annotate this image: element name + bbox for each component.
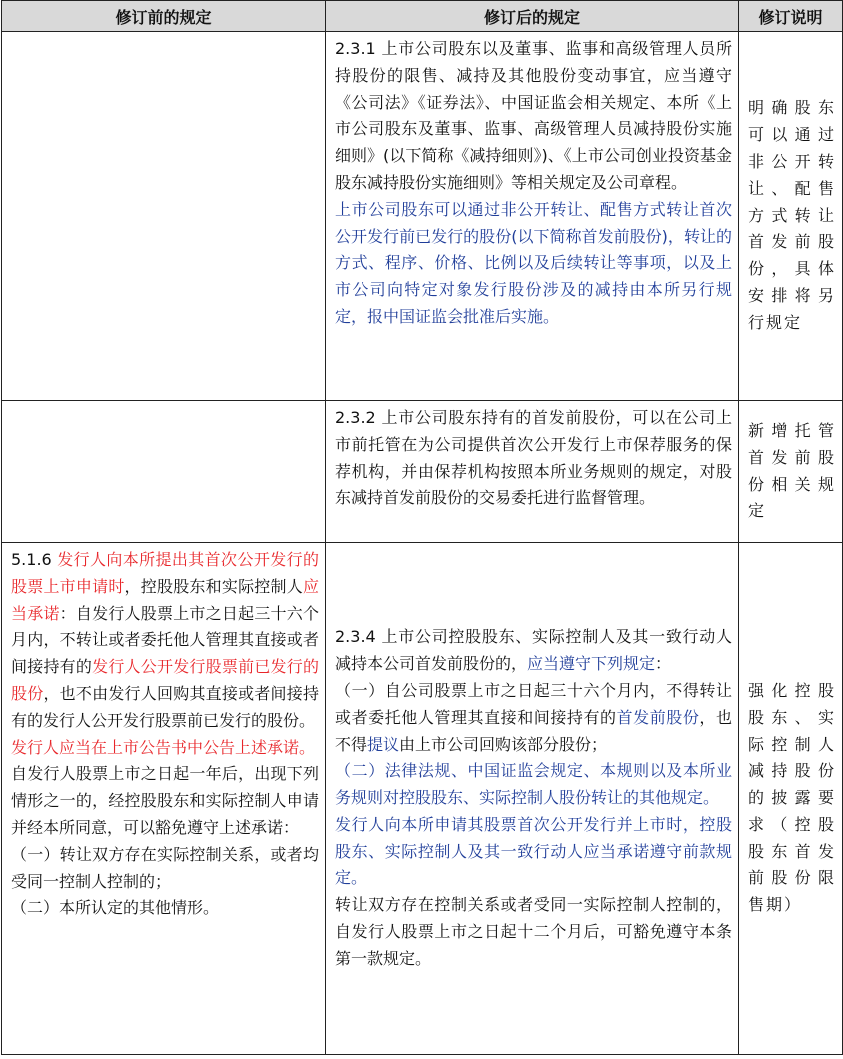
text-run: （一）自公司股票上市之日起三十六个月内，不得转让或者委托他人管理其直接和间接持有的 (335, 680, 732, 727)
text-run: ，也不由发行人回购其直接或者间接持有的发行人公开发行股票前已发行的股份。 (11, 683, 319, 730)
text-run: ，也不得 (335, 707, 732, 754)
text-run: （一）转让双方存在实际控制关系，或者均受同一控制人控制的； (11, 844, 319, 891)
text-run: （二）法律法规、中国证监会规定、本规则以及本所业务规则对控股股东、实际控制人股份转让的其他规定。 (335, 761, 732, 808)
paragraph (335, 197, 732, 331)
cell-note-row-3: 强化控股股东、实际控制人减持股份的披露要求（控股股东首发前股份限售期） (739, 543, 843, 1055)
text-run: 5.1.6 (11, 550, 58, 569)
paragraph (335, 36, 732, 197)
text-run: 2.3.2 上市公司股东持有的首发前股份，可以在公司上市前托管在为公司提供首次公开发行上市保荐服务的保荐机构，并由保荐机构按照本所业务规则的规定，对股东减持首发前股份的交易委托进行监督管理。 (335, 408, 732, 508)
text-run: 首发前股份 (616, 707, 700, 727)
text-run: 上市公司股东可以通过非公开转让、配售方式转让首次公开发行前已发行的股份(以下简称首发前股份)，转让的方式、程序、价格、比例以及后续转让等事项，以及上市公司向特定对象发行股份涉及的减持由本所另行规定，报中国证监会批准后实施。 (335, 199, 732, 326)
paragraph (11, 761, 319, 841)
revision-comparison-table (1, 0, 843, 1055)
text-run: ： (655, 654, 672, 674)
text-run: ：自发行人股票上市之日起三十六个月内，不转让或者委托他人管理其直接或者间接持有的 (11, 603, 319, 677)
paragraph (335, 678, 732, 758)
paragraph (335, 892, 732, 972)
text-run: ，控股股东和实际控制人 (124, 576, 303, 596)
paragraph (11, 895, 319, 922)
text-run: 提议 (367, 734, 400, 754)
text-run: 发行人向本所申请其股票首次公开发行并上市时，控股股东、实际控制人及其一致行动人应当承诺遵守前款规定。 (335, 814, 732, 888)
paragraph (335, 812, 732, 892)
text-run: 应当遵守下列规定 (527, 654, 656, 674)
paragraph (11, 547, 319, 735)
cell-note-row-2: 新增托管首发前股份相关规定 (739, 401, 843, 543)
text-run: 发行人应当在上市公告书中公告上述承诺。 (11, 737, 316, 757)
header-row (2, 1, 843, 32)
cell-after-row-3 (326, 543, 739, 1055)
cell-before-row-1 (2, 32, 326, 401)
cell-before-row-3 (2, 543, 326, 1055)
cell-after-row-1 (326, 32, 739, 401)
text-run: 发行人向本所提出其首次公开发行的股票上市申请时 (11, 550, 319, 596)
text-run: 应当承诺 (11, 576, 319, 623)
text-run: （二）本所认定的其他情形。 (11, 898, 220, 918)
cell-after-row-2 (326, 401, 739, 543)
text-run: 2.3.4 上市公司控股股东、实际控制人及其一致行动人减持本公司首发前股份的， (335, 627, 732, 674)
table-row (2, 401, 843, 543)
table-row (2, 543, 843, 1055)
text-run: 由上市公司回购该部分股份； (399, 734, 608, 754)
cell-note-row-1: 明确股东可以通过非公开转让、配售方式转让首发前股份，具体安排将另行规定 (739, 32, 843, 401)
paragraph (335, 758, 732, 812)
text-run: 转让双方存在控制关系或者受同一实际控制人控制的，自发行人股票上市之日起十二个月后，可豁免遵守本条第一款规定。 (335, 895, 732, 968)
paragraph (335, 405, 732, 512)
text-run: 自发行人股票上市之日起一年后，出现下列情形之一的，经控股股东和实际控制人申请并经本所同意，可以豁免遵守上述承诺： (11, 764, 319, 837)
header-note: 修订说明 (739, 1, 843, 32)
header-after: 修订后的规定 (326, 1, 739, 32)
header-before: 修订前的规定 (2, 1, 326, 32)
cell-before-row-2 (2, 401, 326, 543)
paragraph (11, 735, 319, 762)
paragraph (335, 624, 732, 678)
text-run: 发行人公开发行股票前已发行的股份 (11, 657, 319, 703)
table-row (2, 32, 843, 401)
text-run: 2.3.1 上市公司股东以及董事、监事和高级管理人员所持股份的限售、减持及其他股份变动事宜，应当遵守《公司法》《证券法》、中国证监会相关规定、本所《上市公司股东及董事、监事、高级管理人员减持股份实施细则》(以下简称《减持细则》)、《上市公司创业投资基金股东减持股份实施细则》等相关规定及公司章程。 (335, 39, 732, 192)
paragraph (11, 842, 319, 896)
